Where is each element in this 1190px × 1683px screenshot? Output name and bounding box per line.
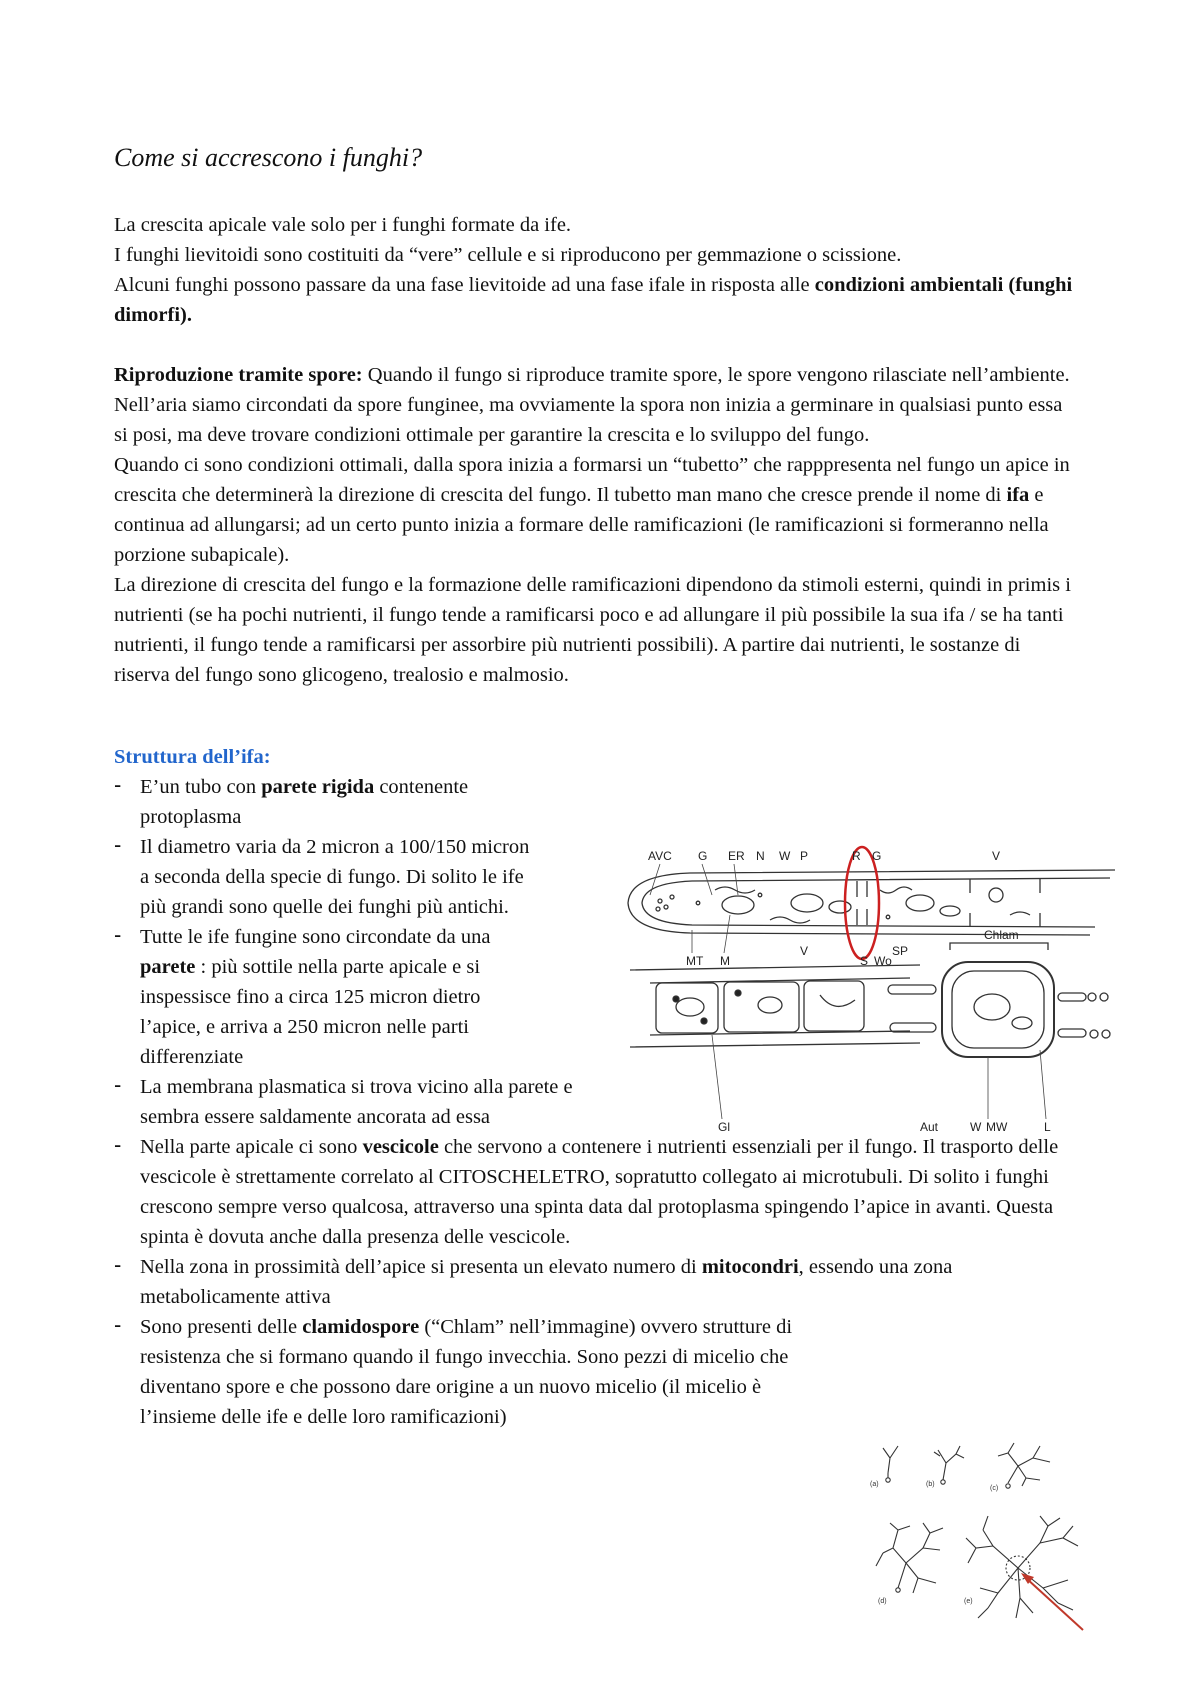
list-item: - La membrana plasmatica si trova vicino alla parete e sembra essere saldamente ancorata ad essa [114,1072,620,1132]
label-v1: V [992,849,1001,863]
label-n: N [756,849,765,863]
list-item: - Nella parte apicale ci sono vescicole che servono a contenere i nutrienti essenziali per il fungo. Il trasporto delle vescicole è strettamente correlato al CITOSCHELETRO, sopratutto collegato ai microtubuli. Di solito i funghi crescono sempre verso qualcosa, attraverso una spinta data dal protoplasma spingendo l’apice in avanti. Questa spinta è dovuta anche dalla presenza delle vescicole. [114,1132,1090,1252]
intro-paragraph [114,210,1074,330]
list-item: - Il diametro varia da 2 micron a 100/150 micron a seconda della specie di fungo. Di solito le ife più grandi sono quelle dei funghi più antichi. [114,832,535,922]
ifa-term: ifa [1006,484,1030,506]
list-item: - Nella zona in prossimità dell’apice si presenta un elevato numero di mitocondri, essendo una zona metabolicamente attiva [114,1252,1090,1312]
label-gl: Gl [718,1120,730,1134]
label-m: M [720,954,730,968]
spore-paragraph-2: Quando ci sono condizioni ottimali, dalla spora inizia a formarsi un “tubetto” che rapppresenta nel fungo un apice in crescita che determinerà la direzione di crescita del fungo. Il tubetto man mano che cresce prende il nome di ifa e continua ad allungarsi; ad un certo punto inizia a formare delle ramificazioni (le ramificazioni si formeranno nella porzione subapicale). [114,454,1070,566]
label-g1: G [698,849,708,863]
fig2-label-a: (a) [870,1481,879,1488]
label-avc: AVC [648,849,672,863]
label-w: W [779,849,791,863]
mycelium-branching-diagram [868,1438,1098,1638]
label-s: S [860,954,869,968]
list-item: - Tutte le ife fungine sono circondate da una parete : più sottile nella parte apicale e si inspessisce fino a circa 125 micron dietro l’apice, e arriva a 250 micron nelle parti differenziate [114,922,535,1072]
fig2-label-d: (d) [878,1598,887,1605]
label-mw: MW [986,1120,1008,1134]
structure-heading: Struttura dell’ifa: [114,746,271,768]
spore-paragraph-3: La direzione di crescita del fungo e la formazione delle ramificazioni dipendono da stimoli esterni, quindi in primis i nutrienti (se ha pochi nutrienti, il fungo tende a ramificarsi poco e ad allungare il più possibile la sua ifa / se ha tanti nutrienti, il fungo tende a ramificarsi per assorbire più nutrienti possibili). A partire dai nutrienti, le sostanze di riserva del fungo sono glicogeno, trealosio e malmosio. [114,574,1071,686]
label-p: P [800,849,809,863]
pointer-arrow [1021,1573,1083,1630]
label-w2: W [970,1120,982,1134]
label-wo: Wo [874,954,892,968]
fig2-label-e: (e) [964,1598,973,1605]
label-g2: G [872,849,882,863]
intro-line-2: I funghi lievitoidi sono costituiti da “vere” cellule e si riproducono per gemmazione o scissione. [114,244,902,266]
hypha-structure-diagram [620,835,1120,1145]
septum-highlight [845,847,882,959]
spore-heading: Riproduzione tramite spore: [114,364,363,386]
label-v2: V [800,944,809,958]
label-r: R [852,849,861,863]
label-aut: Aut [920,1120,939,1134]
label-sp: SP [892,944,909,958]
label-mt: MT [686,954,704,968]
label-chlam: Chlam [984,928,1019,942]
intro-line-1: La crescita apicale vale solo per i funghi formate da ife. [114,214,572,236]
intro-bold: condizioni ambientali (funghi dimorfi). [114,274,1073,326]
label-l: L [1044,1120,1051,1134]
list-item: - Sono presenti delle clamidospore (“Chlam” nell’immagine) ovvero strutture di resistenza che si formano quando il fungo invecchia. Sono pezzi di micelio che diventano spore e che possono dare origine a un nuovo micelio (il micelio è l’insieme delle ife e delle loro ramificazioni) [114,1312,840,1432]
spore-section [114,360,1074,690]
fig2-label-b: (b) [926,1481,935,1488]
spore-paragraph-1: Riproduzione tramite spore: Quando il fungo si riproduce tramite spore, le spore vengono rilasciate nell’ambiente. Nell’aria siamo circondati da spore funginee, ma ovviamente la spora non inizia a germinare in qualsiasi punto essa si posi, ma deve trovare condizioni ottimale per garantire la crescita e lo sviluppo del fungo. [114,364,1070,446]
fig2-label-c: (c) [990,1485,999,1492]
list-item: - E’un tubo con parete rigida contenente protoplasma [114,772,520,832]
page-title: Come si accrescono i funghi? [114,143,423,172]
intro-line-3: Alcuni funghi possono passare da una fase lievitoide ad una fase ifale in risposta alle condizioni ambientali (funghi dimorfi). [114,274,1073,326]
label-er: ER [728,849,745,863]
